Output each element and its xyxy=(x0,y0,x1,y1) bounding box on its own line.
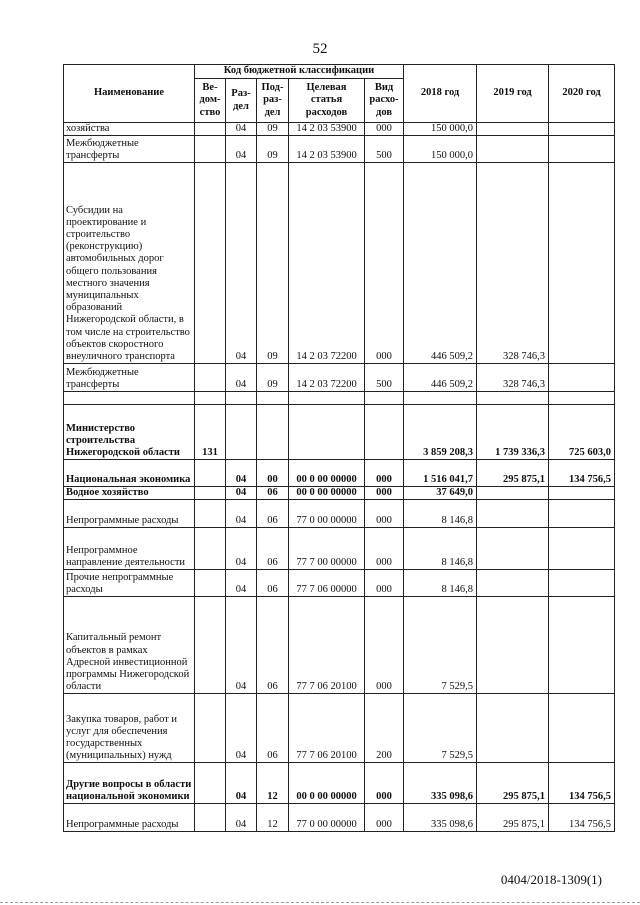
cell-pr: 12 xyxy=(257,804,289,832)
cell-y2020 xyxy=(549,597,615,694)
cell-pr: 09 xyxy=(257,163,289,364)
cell-rz: 04 xyxy=(226,123,257,136)
cell-ved xyxy=(195,763,226,804)
cell-rz: 04 xyxy=(226,487,257,500)
cell-name: Другие вопросы в области национальной экономики xyxy=(64,763,195,804)
cell-pr: 09 xyxy=(257,364,289,392)
cell-vr xyxy=(365,392,404,405)
table-row xyxy=(64,364,615,392)
header-podrazdel: Под-раз-дел xyxy=(257,79,289,123)
cell-rz: 04 xyxy=(226,460,257,487)
cell-cs: 77 0 00 00000 xyxy=(289,804,365,832)
cell-name xyxy=(64,392,195,405)
cell-rz: 04 xyxy=(226,804,257,832)
cell-y2020 xyxy=(549,570,615,597)
cell-rz: 04 xyxy=(226,163,257,364)
header-vid-raskhodov: Вид расхо-дов xyxy=(365,79,404,123)
cell-y2018: 446 509,2 xyxy=(404,163,477,364)
cell-y2018: 7 529,5 xyxy=(404,694,477,763)
table-row xyxy=(64,597,615,694)
cell-y2020 xyxy=(549,136,615,163)
cell-cs: 77 0 00 00000 xyxy=(289,500,365,528)
cell-pr: 06 xyxy=(257,570,289,597)
cell-rz: 04 xyxy=(226,597,257,694)
cell-vr: 000 xyxy=(365,460,404,487)
cell-vr: 000 xyxy=(365,597,404,694)
cell-cs: 77 7 06 20100 xyxy=(289,694,365,763)
cell-vr: 000 xyxy=(365,163,404,364)
cell-y2018: 335 098,6 xyxy=(404,804,477,832)
cell-ved xyxy=(195,163,226,364)
table-row xyxy=(64,804,615,832)
header-name: Наименование xyxy=(64,65,195,123)
cell-name: Межбюджетные трансферты xyxy=(64,136,195,163)
cell-y2019: 1 739 336,3 xyxy=(477,405,549,460)
cell-name: Водное хозяйство xyxy=(64,487,195,500)
cell-rz: 04 xyxy=(226,528,257,570)
cell-y2018 xyxy=(404,392,477,405)
cell-ved xyxy=(195,500,226,528)
cell-rz xyxy=(226,392,257,405)
table-row xyxy=(64,460,615,487)
cell-y2019 xyxy=(477,528,549,570)
cell-y2018: 446 509,2 xyxy=(404,364,477,392)
header-vedomstvo: Ве-дом-ство xyxy=(195,79,226,123)
header-razdel: Раз-дел xyxy=(226,79,257,123)
scan-edge-line xyxy=(0,902,640,903)
cell-y2018: 335 098,6 xyxy=(404,763,477,804)
cell-name: Непрограммное направление деятельности xyxy=(64,528,195,570)
cell-y2019: 295 875,1 xyxy=(477,460,549,487)
cell-y2019 xyxy=(477,123,549,136)
table-row xyxy=(64,163,615,364)
cell-y2019 xyxy=(477,500,549,528)
cell-y2018: 1 516 041,7 xyxy=(404,460,477,487)
budget-table xyxy=(63,64,615,832)
cell-y2018: 37 649,0 xyxy=(404,487,477,500)
header-celevaya-statya: Целевая статья расходов xyxy=(289,79,365,123)
cell-cs: 77 7 00 00000 xyxy=(289,528,365,570)
cell-vr: 000 xyxy=(365,570,404,597)
cell-pr: 06 xyxy=(257,528,289,570)
cell-vr: 000 xyxy=(365,763,404,804)
cell-cs: 14 2 03 72200 xyxy=(289,163,365,364)
cell-ved: 131 xyxy=(195,405,226,460)
cell-pr: 12 xyxy=(257,763,289,804)
header-2019: 2019 год xyxy=(477,65,549,123)
table-row xyxy=(64,570,615,597)
cell-y2018: 150 000,0 xyxy=(404,136,477,163)
cell-y2019: 328 746,3 xyxy=(477,364,549,392)
cell-y2019 xyxy=(477,136,549,163)
cell-pr: 00 xyxy=(257,460,289,487)
cell-ved xyxy=(195,364,226,392)
cell-vr xyxy=(365,405,404,460)
cell-ved xyxy=(195,570,226,597)
cell-ved xyxy=(195,136,226,163)
header-2018: 2018 год xyxy=(404,65,477,123)
cell-name: Непрограммные расходы xyxy=(64,804,195,832)
cell-ved xyxy=(195,597,226,694)
cell-y2020: 134 756,5 xyxy=(549,460,615,487)
cell-name: Субсидии на проектирование и строительство (реконструкцию) автомобильных дорог общего пользования местного значения муниципальных образований Нижегородской области, в том числе на строительство объектов скоростного внеуличного транспорта xyxy=(64,163,195,364)
cell-y2018: 8 146,8 xyxy=(404,570,477,597)
cell-y2020 xyxy=(549,694,615,763)
cell-rz: 04 xyxy=(226,763,257,804)
cell-cs: 77 7 06 00000 xyxy=(289,570,365,597)
cell-vr: 000 xyxy=(365,487,404,500)
cell-y2020 xyxy=(549,392,615,405)
cell-y2018: 3 859 208,3 xyxy=(404,405,477,460)
page-number: 52 xyxy=(312,41,328,57)
cell-name: Прочие непрограммные расходы xyxy=(64,570,195,597)
cell-vr: 000 xyxy=(365,804,404,832)
cell-vr: 500 xyxy=(365,136,404,163)
cell-rz: 04 xyxy=(226,136,257,163)
cell-y2020 xyxy=(549,528,615,570)
cell-cs: 00 0 00 00000 xyxy=(289,460,365,487)
cell-pr xyxy=(257,392,289,405)
header-2020: 2020 год xyxy=(549,65,615,123)
cell-cs xyxy=(289,405,365,460)
cell-y2019 xyxy=(477,392,549,405)
cell-y2019: 295 875,1 xyxy=(477,763,549,804)
cell-pr xyxy=(257,405,289,460)
cell-pr: 09 xyxy=(257,123,289,136)
cell-y2020 xyxy=(549,500,615,528)
cell-y2020 xyxy=(549,487,615,500)
cell-name: Непрограммные расходы xyxy=(64,500,195,528)
header-code-group: Код бюджетной классификации xyxy=(195,65,404,79)
footer-code: 0404/2018-1309(1) xyxy=(500,872,602,887)
cell-pr: 06 xyxy=(257,597,289,694)
cell-y2018: 8 146,8 xyxy=(404,500,477,528)
cell-ved xyxy=(195,487,226,500)
cell-ved xyxy=(195,460,226,487)
table-row xyxy=(64,528,615,570)
cell-vr: 500 xyxy=(365,364,404,392)
cell-vr: 200 xyxy=(365,694,404,763)
cell-y2019 xyxy=(477,597,549,694)
cell-pr: 06 xyxy=(257,487,289,500)
cell-rz: 04 xyxy=(226,500,257,528)
cell-rz: 04 xyxy=(226,694,257,763)
cell-y2020 xyxy=(549,364,615,392)
cell-y2019 xyxy=(477,570,549,597)
cell-name: Закупка товаров, работ и услуг для обеспечения государственных (муниципальных) нужд xyxy=(64,694,195,763)
cell-y2018: 8 146,8 xyxy=(404,528,477,570)
table-row xyxy=(64,487,615,500)
cell-cs: 14 2 03 53900 xyxy=(289,123,365,136)
cell-cs: 14 2 03 72200 xyxy=(289,364,365,392)
cell-ved xyxy=(195,123,226,136)
cell-pr: 06 xyxy=(257,694,289,763)
cell-name: Национальная экономика xyxy=(64,460,195,487)
cell-cs: 14 2 03 53900 xyxy=(289,136,365,163)
cell-y2020: 134 756,5 xyxy=(549,804,615,832)
cell-rz: 04 xyxy=(226,570,257,597)
cell-y2020: 134 756,5 xyxy=(549,763,615,804)
cell-name: Министерство строительства Нижегородской области xyxy=(64,405,195,460)
cell-y2018: 150 000,0 xyxy=(404,123,477,136)
cell-y2019 xyxy=(477,694,549,763)
cell-cs xyxy=(289,392,365,405)
cell-y2018: 7 529,5 xyxy=(404,597,477,694)
cell-y2019: 328 746,3 xyxy=(477,163,549,364)
cell-vr: 000 xyxy=(365,500,404,528)
table-row xyxy=(64,123,615,136)
cell-ved xyxy=(195,694,226,763)
cell-ved xyxy=(195,392,226,405)
cell-pr: 09 xyxy=(257,136,289,163)
cell-ved xyxy=(195,804,226,832)
cell-cs: 77 7 06 20100 xyxy=(289,597,365,694)
table-row xyxy=(64,392,615,405)
cell-vr: 000 xyxy=(365,123,404,136)
cell-name: Капитальный ремонт объектов в рамках Адресной инвестиционной программы Нижегородской области xyxy=(64,597,195,694)
cell-ved xyxy=(195,528,226,570)
cell-cs: 00 0 00 00000 xyxy=(289,763,365,804)
cell-rz xyxy=(226,405,257,460)
cell-name: Межбюджетные трансферты xyxy=(64,364,195,392)
cell-y2019: 295 875,1 xyxy=(477,804,549,832)
cell-y2020: 725 603,0 xyxy=(549,405,615,460)
cell-y2019 xyxy=(477,487,549,500)
cell-rz: 04 xyxy=(226,364,257,392)
table-row xyxy=(64,136,615,163)
cell-name: хозяйства xyxy=(64,123,195,136)
cell-pr: 06 xyxy=(257,500,289,528)
cell-vr: 000 xyxy=(365,528,404,570)
cell-y2020 xyxy=(549,123,615,136)
table-row xyxy=(64,694,615,763)
cell-cs: 00 0 00 00000 xyxy=(289,487,365,500)
table-body xyxy=(64,123,615,832)
cell-y2020 xyxy=(549,163,615,364)
table-row xyxy=(64,763,615,804)
table-row xyxy=(64,500,615,528)
table-row xyxy=(64,405,615,460)
